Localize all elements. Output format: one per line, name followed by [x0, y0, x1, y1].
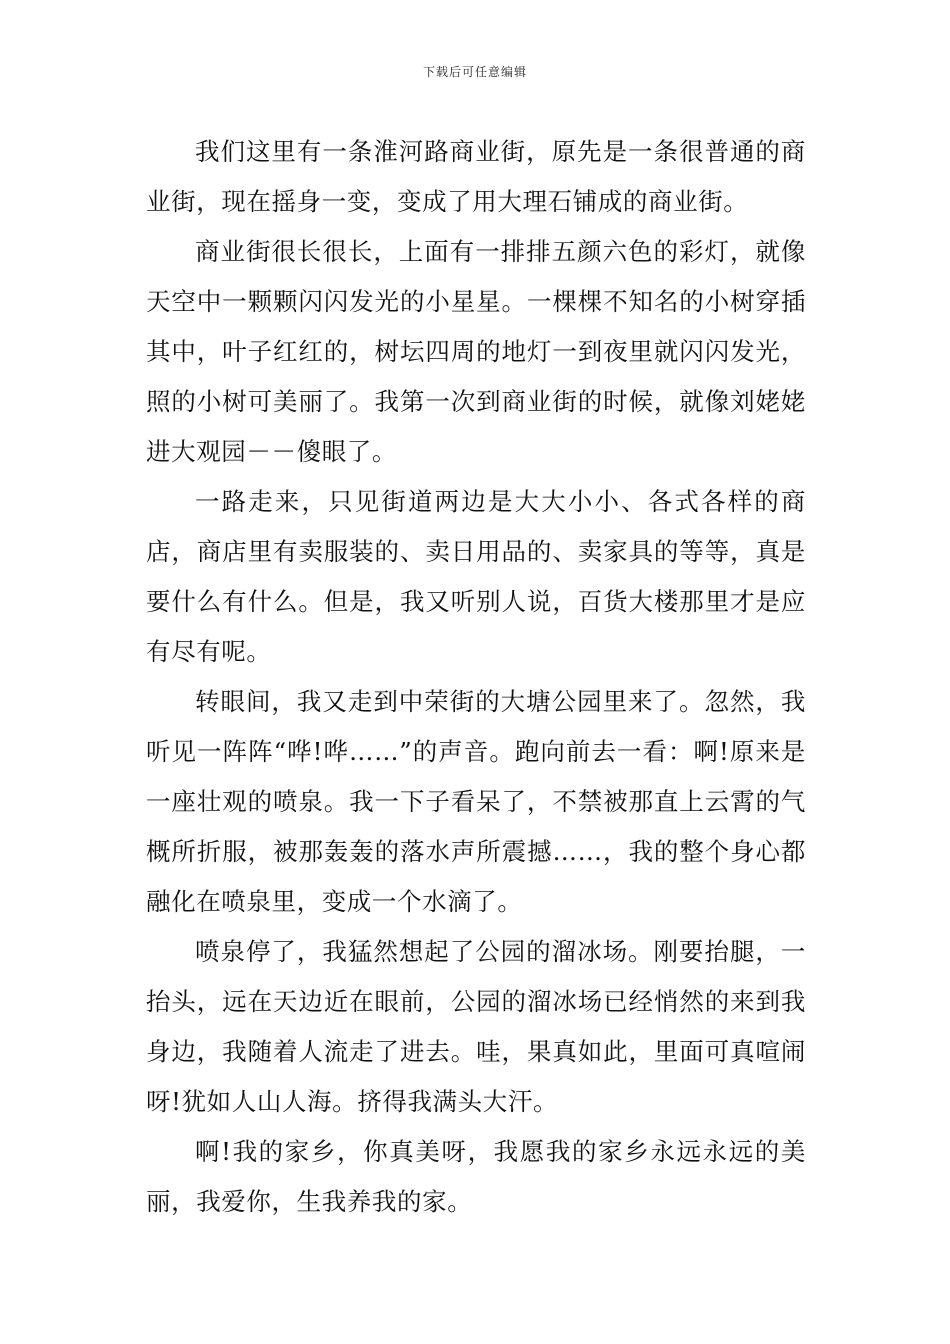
paragraph-1: 我们这里有一条淮河路商业街，原先是一条很普通的商业街，现在摇身一变，变成了用大理石铺成的商业街。: [146, 137, 806, 216]
paragraph-5: 喷泉停了，我猛然想起了公园的溜冰场。刚要抬腿，一抬头，远在天边近在眼前，公园的溜冰场已经悄然的来到我身边，我随着人流走了进去。哇，果真如此，里面可真喧闹呀!犹如人山人海。挤得我满头大汗。: [146, 937, 806, 1116]
page-header: 下载后可任意编辑: [422, 65, 527, 79]
paragraph-6: 啊!我的家乡，你真美呀，我愿我的家乡永远永远的美丽，我爱你，生我养我的家。: [146, 1137, 806, 1216]
paragraph-4: 转眼间，我又走到中荣街的大塘公园里来了。忽然，我听见一阵阵“哗!哗……”的声音。跑向前去一看：啊!原来是一座壮观的喷泉。我一下子看呆了，不禁被那直上云霄的气概所折服，被那轰轰的落水声所震撼……，我的整个身心都融化在喷泉里，变成一个水滴了。: [146, 687, 806, 916]
paragraph-2: 商业街很长很长，上面有一排排五颜六色的彩灯，就像天空中一颗颗闪闪发光的小星星。一棵棵不知名的小树穿插其中，叶子红红的，树坛四周的地灯一到夜里就闪闪发光，照的小树可美丽了。我第一次到商业街的时候，就像刘姥姥进大观园－－傻眼了。: [146, 237, 806, 466]
essay-body: [146, 127, 806, 1227]
paragraph-3: 一路走来，只见街道两边是大大小小、各式各样的商店，商店里有卖服装的、卖日用品的、卖家具的等等，真是要什么有什么。但是，我又听别人说，百货大楼那里才是应有尽有呢。: [146, 487, 806, 666]
